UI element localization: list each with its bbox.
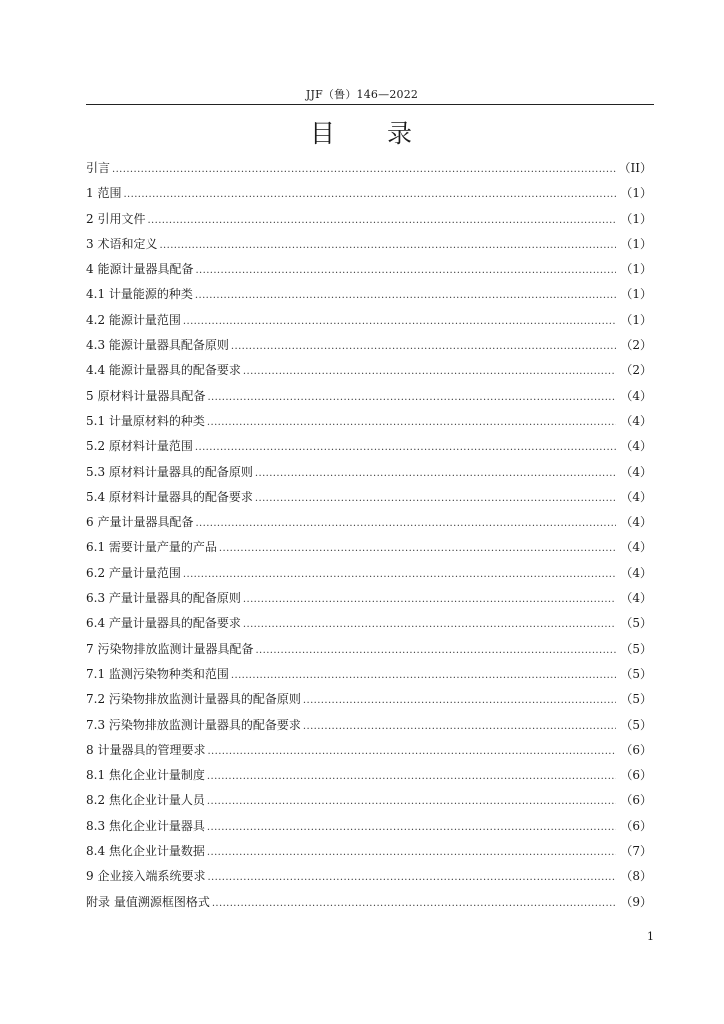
toc-entry-page: （1） <box>620 236 652 251</box>
toc-leader-dots <box>207 739 616 764</box>
toc-leader-dots <box>243 612 616 637</box>
toc-entry[interactable] <box>86 763 652 788</box>
toc-title-char-2: 录 <box>387 119 415 148</box>
toc-entry-label: 3 术语和定义 <box>86 236 158 251</box>
toc-entry[interactable] <box>86 282 652 307</box>
toc-leader-dots <box>207 815 616 840</box>
toc-entry-label: 4.4 能源计量器具的配备要求 <box>86 363 241 378</box>
toc-entry[interactable] <box>86 687 652 712</box>
toc-leader-dots <box>303 714 616 739</box>
toc-entry-label: 1 范围 <box>86 186 122 201</box>
toc-entry-page: （8） <box>620 869 652 884</box>
toc-leader-dots <box>183 562 616 587</box>
toc-entry-label: 6.1 需要计量产量的产品 <box>86 540 217 555</box>
toc-entry[interactable] <box>86 611 652 636</box>
toc-entry-label: 8.1 焦化企业计量制度 <box>86 768 205 783</box>
toc-entry-label: 7 污染物排放监测计量器具配备 <box>86 641 254 656</box>
toc-entry-page: （6） <box>620 818 652 833</box>
toc-entry-page: （II） <box>618 161 652 175</box>
toc-entry[interactable] <box>86 460 652 485</box>
toc-entry-page: （6） <box>620 768 652 783</box>
toc-title <box>0 114 724 150</box>
toc-leader-dots <box>112 157 616 182</box>
toc-entry-label: 8.4 焦化企业计量数据 <box>86 844 205 859</box>
toc-leader-dots <box>255 461 616 486</box>
toc-leader-dots <box>243 359 616 384</box>
toc-entry-label: 5.4 原材料计量器具的配备要求 <box>86 489 253 504</box>
toc-entry-label: 6.4 产量计量器具的配备要求 <box>86 616 241 631</box>
toc-leader-dots <box>207 840 616 865</box>
toc-entry-label: 6.3 产量计量器具的配备原则 <box>86 591 241 606</box>
toc-entry-label: 5.3 原材料计量器具的配备原则 <box>86 464 253 479</box>
toc-leader-dots <box>255 486 616 511</box>
document-code: JJF（鲁）146—2022 <box>305 88 419 101</box>
toc-entry[interactable] <box>86 409 652 434</box>
toc-entry[interactable] <box>86 485 652 510</box>
toc-entry[interactable] <box>86 839 652 864</box>
header-rule <box>86 104 654 105</box>
toc-entry[interactable] <box>86 232 652 257</box>
toc-leader-dots <box>159 233 616 258</box>
toc-entry[interactable] <box>86 864 652 889</box>
toc-entry-label: 5 原材料计量器具配备 <box>86 388 206 403</box>
toc-entry-label: 8 计量器具的管理要求 <box>86 742 206 757</box>
toc-leader-dots <box>123 182 616 207</box>
toc-entry-page: （7） <box>620 844 652 859</box>
toc-entry[interactable] <box>86 662 652 687</box>
toc-entry-page: （4） <box>620 515 652 530</box>
toc-entry[interactable] <box>86 814 652 839</box>
toc-entry-page: （5） <box>620 666 652 681</box>
toc-list <box>86 156 652 915</box>
toc-entry[interactable] <box>86 257 652 282</box>
toc-entry-page: （2） <box>620 363 652 378</box>
toc-leader-dots <box>231 334 616 359</box>
toc-entry[interactable] <box>86 788 652 813</box>
toc-entry-label: 5.1 计量原材料的种类 <box>86 413 205 428</box>
toc-entry-label: 5.2 原材料计量范围 <box>86 439 193 454</box>
toc-leader-dots <box>207 789 616 814</box>
toc-leader-dots <box>303 688 616 713</box>
toc-leader-dots <box>195 258 616 283</box>
toc-leader-dots <box>207 410 616 435</box>
toc-leader-dots <box>195 283 616 308</box>
toc-entry-page: （4） <box>620 388 652 403</box>
toc-entry-label: 9 企业接入端系统要求 <box>86 869 206 884</box>
toc-leader-dots <box>207 865 616 890</box>
toc-entry[interactable] <box>86 637 652 662</box>
toc-entry-page: （2） <box>620 338 652 353</box>
toc-entry-page: （1） <box>620 312 652 327</box>
toc-entry[interactable] <box>86 333 652 358</box>
toc-entry-label: 8.2 焦化企业计量人员 <box>86 793 205 808</box>
toc-entry[interactable] <box>86 434 652 459</box>
toc-entry[interactable] <box>86 358 652 383</box>
toc-entry-page: （5） <box>620 692 652 707</box>
toc-entry-label: 6 产量计量器具配备 <box>86 515 194 530</box>
toc-leader-dots <box>195 511 616 536</box>
toc-entry-page: （5） <box>620 616 652 631</box>
toc-entry-label: 引言 <box>86 161 111 175</box>
toc-entry-label: 2 引用文件 <box>86 211 146 226</box>
toc-entry-page: （4） <box>620 439 652 454</box>
toc-entry-page: （5） <box>620 717 652 732</box>
toc-entry-label: 4.2 能源计量范围 <box>86 312 181 327</box>
toc-leader-dots <box>255 638 616 663</box>
toc-entry-label: 7.2 污染物排放监测计量器具的配备原则 <box>86 692 301 707</box>
toc-entry[interactable] <box>86 207 652 232</box>
toc-leader-dots <box>183 309 616 334</box>
toc-entry-label: 7.1 监测污染物种类和范围 <box>86 666 229 681</box>
toc-entry[interactable] <box>86 156 652 181</box>
toc-entry-page: （1） <box>620 186 652 201</box>
toc-leader-dots <box>207 764 616 789</box>
toc-entry-label: 6.2 产量计量范围 <box>86 565 181 580</box>
toc-leader-dots <box>147 208 616 233</box>
toc-entry-page: （4） <box>620 413 652 428</box>
toc-entry-page: （9） <box>620 894 652 909</box>
toc-leader-dots <box>219 536 616 561</box>
toc-leader-dots <box>212 891 616 916</box>
toc-entry-page: （1） <box>620 262 652 277</box>
toc-entry-page: （4） <box>620 565 652 580</box>
toc-entry-page: （4） <box>620 489 652 504</box>
toc-entry-page: （6） <box>620 742 652 757</box>
toc-entry-page: （5） <box>620 641 652 656</box>
toc-title-char-1: 目 <box>309 119 337 148</box>
toc-entry-label: 8.3 焦化企业计量器具 <box>86 818 205 833</box>
toc-entry-page: （6） <box>620 793 652 808</box>
toc-entry[interactable] <box>86 510 652 535</box>
toc-entry[interactable] <box>86 181 652 206</box>
toc-entry-page: （1） <box>620 287 652 302</box>
page-number: 1 <box>647 930 654 943</box>
toc-entry[interactable] <box>86 586 652 611</box>
toc-entry-page: （4） <box>620 591 652 606</box>
toc-entry-label: 7.3 污染物排放监测计量器具的配备要求 <box>86 717 301 732</box>
toc-entry-label: 4 能源计量器具配备 <box>86 262 194 277</box>
toc-leader-dots <box>231 663 616 688</box>
toc-entry-label: 4.1 计量能源的种类 <box>86 287 193 302</box>
toc-entry[interactable] <box>86 535 652 560</box>
toc-entry-page: （4） <box>620 540 652 555</box>
toc-entry[interactable] <box>86 384 652 409</box>
toc-entry[interactable] <box>86 561 652 586</box>
toc-entry-page: （4） <box>620 464 652 479</box>
toc-entry[interactable] <box>86 890 652 915</box>
toc-entry[interactable] <box>86 738 652 763</box>
toc-leader-dots <box>243 587 616 612</box>
toc-entry-page: （1） <box>620 211 652 226</box>
toc-leader-dots <box>207 385 616 410</box>
toc-entry[interactable] <box>86 713 652 738</box>
toc-entry[interactable] <box>86 308 652 333</box>
toc-entry-label: 附录 量值溯源框图格式 <box>86 894 210 909</box>
toc-entry-label: 4.3 能源计量器具配备原则 <box>86 338 229 353</box>
toc-leader-dots <box>195 435 616 460</box>
